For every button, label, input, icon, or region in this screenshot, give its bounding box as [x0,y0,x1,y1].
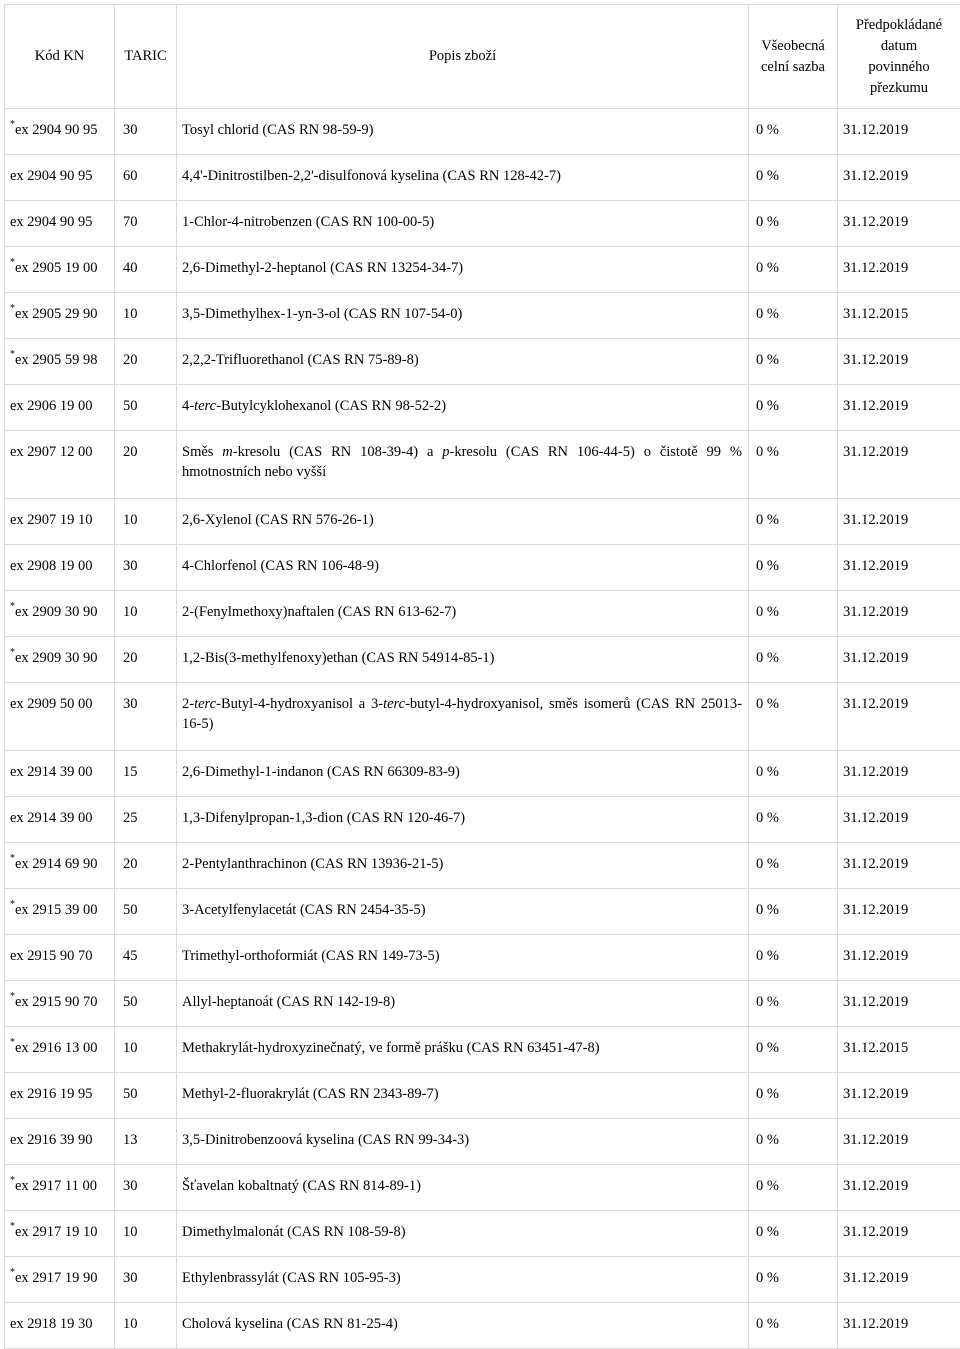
taric-cell: 70 [115,201,177,247]
kn-code: ex 2905 19 00 [15,260,98,276]
kn-code: ex 2905 29 90 [15,306,98,322]
description-cell: 3-Acetylfenylacetát (CAS RN 2454-35-5) [177,889,749,935]
taric-cell: 50 [115,981,177,1027]
description-text: -butyl-4-hydroxyanisol, směs isomerů (CAS RN 25013-16-5) [182,696,742,732]
description-text: -Butylcyklohexanol (CAS RN 98-52-2) [216,398,446,414]
kn-code: ex 2916 13 00 [15,1040,98,1056]
kn-code: ex 2917 11 00 [15,1178,97,1194]
kn-cell [5,981,115,1027]
kn-code: ex 2904 90 95 [10,214,93,230]
description-cell: 2,6-Xylenol (CAS RN 576-26-1) [177,499,749,545]
duty-cell: 0 % [749,545,838,591]
kn-code: ex 2915 90 70 [10,948,93,964]
kn-cell [5,751,115,797]
kn-cell [5,247,115,293]
header-date-line1: Předpokládané [856,17,942,33]
taric-cell: 20 [115,637,177,683]
review-date-cell: 31.12.2019 [838,1165,960,1211]
taric-cell: 10 [115,1027,177,1073]
description-cell: 1-Chlor-4-nitrobenzen (CAS RN 100-00-5) [177,201,749,247]
table-row [5,431,960,499]
duty-cell: 0 % [749,683,838,751]
description-text: Směs [182,444,222,460]
kn-cell [5,431,115,499]
kn-cell [5,1211,115,1257]
footnote-marker: * [10,1267,15,1278]
duty-cell: 0 % [749,155,838,201]
table-row [5,339,960,385]
table-row [5,1211,960,1257]
review-date-cell: 31.12.2019 [838,637,960,683]
kn-cell [5,843,115,889]
table-row [5,109,960,155]
description-cell: 2-Pentylanthrachinon (CAS RN 13936-21-5) [177,843,749,889]
duty-cell: 0 % [749,751,838,797]
kn-code: ex 2918 19 30 [10,1316,93,1332]
description-cell: 2,6-Dimethyl-2-heptanol (CAS RN 13254-34-7) [177,247,749,293]
header-description: Popis zboží [177,5,749,109]
kn-code: ex 2916 19 95 [10,1086,93,1102]
header-duty [749,5,838,109]
description-italic: terc [194,696,216,712]
taric-cell: 15 [115,751,177,797]
table-row [5,935,960,981]
description-italic: p [442,444,449,460]
description-text: 4- [182,398,194,414]
duty-cell: 0 % [749,1027,838,1073]
description-text: -kresolu (CAS RN 106-44-5) o čistotě 99 % hmotnostních nebo vyšší [182,444,742,480]
kn-code: ex 2917 19 10 [15,1224,98,1240]
table-row [5,1073,960,1119]
kn-code: ex 2914 39 00 [10,810,93,826]
duty-cell: 0 % [749,385,838,431]
taric-cell: 10 [115,1303,177,1349]
description-cell: Dimethylmalonát (CAS RN 108-59-8) [177,1211,749,1257]
table-row [5,591,960,637]
duty-cell: 0 % [749,935,838,981]
description-cell: 3,5-Dinitrobenzoová kyselina (CAS RN 99-34-3) [177,1119,749,1165]
description-cell: Methyl-2-fluorakrylát (CAS RN 2343-89-7) [177,1073,749,1119]
description-text: -kresolu (CAS RN 108-39-4) a [233,444,442,460]
review-date-cell: 31.12.2019 [838,155,960,201]
kn-cell [5,591,115,637]
footnote-marker: * [10,257,15,268]
table-row [5,889,960,935]
kn-cell [5,935,115,981]
taric-cell: 10 [115,293,177,339]
kn-cell [5,1073,115,1119]
duty-cell: 0 % [749,591,838,637]
review-date-cell: 31.12.2019 [838,545,960,591]
kn-cell [5,1027,115,1073]
footnote-marker: * [10,119,15,130]
table-row [5,1027,960,1073]
review-date-cell: 31.12.2019 [838,201,960,247]
table-row [5,293,960,339]
footnote-marker: * [10,601,15,612]
duty-cell: 0 % [749,247,838,293]
description-cell: Tosyl chlorid (CAS RN 98-59-9) [177,109,749,155]
taric-cell: 10 [115,591,177,637]
duty-cell: 0 % [749,201,838,247]
kn-code: ex 2914 69 90 [15,856,98,872]
description-cell [177,431,749,499]
kn-cell [5,293,115,339]
taric-cell: 60 [115,155,177,201]
kn-code: ex 2916 39 90 [10,1132,93,1148]
taric-cell: 30 [115,1257,177,1303]
footnote-marker: * [10,1037,15,1048]
description-cell: Methakrylát-hydroxyzinečnatý, ve formě prášku (CAS RN 63451-47-8) [177,1027,749,1073]
footnote-marker: * [10,647,15,658]
kn-cell [5,545,115,591]
description-cell: 2-(Fenylmethoxy)naftalen (CAS RN 613-62-7) [177,591,749,637]
description-cell: Šťavelan kobaltnatý (CAS RN 814-89-1) [177,1165,749,1211]
header-duty-line1: Všeobecná [761,38,825,54]
description-italic: terc [383,696,405,712]
description-cell: Allyl-heptanoát (CAS RN 142-19-8) [177,981,749,1027]
taric-cell: 30 [115,545,177,591]
kn-code: ex 2915 90 70 [15,994,98,1010]
review-date-cell: 31.12.2019 [838,109,960,155]
table-row [5,201,960,247]
review-date-cell: 31.12.2019 [838,751,960,797]
kn-cell [5,155,115,201]
kn-code: ex 2914 39 00 [10,764,93,780]
description-italic: terc [194,398,216,414]
description-cell: 3,5-Dimethylhex-1-yn-3-ol (CAS RN 107-54-0) [177,293,749,339]
taric-cell: 10 [115,1211,177,1257]
review-date-cell: 31.12.2019 [838,889,960,935]
kn-code: ex 2915 39 00 [15,902,98,918]
table-row [5,1119,960,1165]
description-text: -Butyl-4-hydroxyanisol a 3- [216,696,383,712]
table-row [5,1303,960,1349]
header-kn: Kód KN [5,5,115,109]
kn-code: ex 2907 12 00 [10,444,93,460]
kn-cell [5,889,115,935]
table-row [5,637,960,683]
table-row [5,545,960,591]
taric-cell: 50 [115,1073,177,1119]
review-date-cell: 31.12.2019 [838,683,960,751]
kn-cell [5,1257,115,1303]
kn-cell [5,385,115,431]
review-date-cell: 31.12.2019 [838,981,960,1027]
duty-cell: 0 % [749,981,838,1027]
footnote-marker: * [10,1221,15,1232]
table-row [5,683,960,751]
kn-code: ex 2909 30 90 [15,604,98,620]
description-cell [177,683,749,751]
review-date-cell: 31.12.2015 [838,1027,960,1073]
kn-cell [5,683,115,751]
kn-cell [5,1303,115,1349]
description-cell: Ethylenbrassylát (CAS RN 105-95-3) [177,1257,749,1303]
review-date-cell: 31.12.2019 [838,935,960,981]
header-date-line3: povinného [868,59,929,75]
review-date-cell: 31.12.2019 [838,1073,960,1119]
review-date-cell: 31.12.2019 [838,1257,960,1303]
kn-code: ex 2905 59 98 [15,352,98,368]
table-row [5,843,960,889]
review-date-cell: 31.12.2019 [838,1303,960,1349]
review-date-cell: 31.12.2019 [838,591,960,637]
kn-cell [5,109,115,155]
kn-code: ex 2908 19 00 [10,558,93,574]
kn-cell [5,797,115,843]
duty-cell: 0 % [749,339,838,385]
description-cell [177,385,749,431]
taric-cell: 20 [115,431,177,499]
duty-cell: 0 % [749,293,838,339]
kn-cell [5,1165,115,1211]
kn-code: ex 2909 30 90 [15,650,98,666]
review-date-cell: 31.12.2019 [838,339,960,385]
taric-cell: 25 [115,797,177,843]
kn-cell [5,637,115,683]
duty-cell: 0 % [749,1257,838,1303]
description-text: 2- [182,696,194,712]
description-cell: 2,6-Dimethyl-1-indanon (CAS RN 66309-83-9) [177,751,749,797]
table-row [5,797,960,843]
review-date-cell: 31.12.2019 [838,499,960,545]
kn-code: ex 2909 50 00 [10,696,93,712]
taric-cell: 40 [115,247,177,293]
header-date-line4: přezkumu [870,80,928,96]
header-duty-line2: celní sazba [761,59,825,75]
header-review-date [838,5,960,109]
taric-cell: 10 [115,499,177,545]
review-date-cell: 31.12.2019 [838,1119,960,1165]
duty-cell: 0 % [749,1119,838,1165]
duty-cell: 0 % [749,499,838,545]
table-row [5,1165,960,1211]
header-taric: TARIC [115,5,177,109]
footnote-marker: * [10,1175,15,1186]
table-header-row [5,5,960,109]
description-cell: 4-Chlorfenol (CAS RN 106-48-9) [177,545,749,591]
footnote-marker: * [10,303,15,314]
taric-cell: 13 [115,1119,177,1165]
duty-cell: 0 % [749,1211,838,1257]
kn-cell [5,339,115,385]
kn-code: ex 2907 19 10 [10,512,93,528]
description-cell: 2,2,2-Trifluorethanol (CAS RN 75-89-8) [177,339,749,385]
duty-cell: 0 % [749,797,838,843]
kn-cell [5,499,115,545]
description-cell: 1,3-Difenylpropan-1,3-dion (CAS RN 120-46-7) [177,797,749,843]
footnote-marker: * [10,349,15,360]
review-date-cell: 31.12.2019 [838,1211,960,1257]
taric-cell: 20 [115,843,177,889]
description-cell: Cholová kyselina (CAS RN 81-25-4) [177,1303,749,1349]
footnote-marker: * [10,899,15,910]
kn-cell [5,201,115,247]
kn-code: ex 2917 19 90 [15,1270,98,1286]
header-date-line2: datum [881,38,917,54]
description-cell: 4,4'-Dinitrostilben-2,2'-disulfonová kyselina (CAS RN 128-42-7) [177,155,749,201]
duty-cell: 0 % [749,431,838,499]
tariff-table [4,4,960,1349]
table-row [5,155,960,201]
taric-cell: 50 [115,385,177,431]
review-date-cell: 31.12.2019 [838,797,960,843]
duty-cell: 0 % [749,1165,838,1211]
table-row [5,385,960,431]
kn-code: ex 2904 90 95 [10,168,93,184]
kn-cell [5,1119,115,1165]
table-row [5,751,960,797]
taric-cell: 20 [115,339,177,385]
taric-cell: 30 [115,683,177,751]
review-date-cell: 31.12.2019 [838,247,960,293]
description-italic: m [222,444,232,460]
table-row [5,499,960,545]
table-row [5,247,960,293]
duty-cell: 0 % [749,109,838,155]
kn-code: ex 2906 19 00 [10,398,93,414]
duty-cell: 0 % [749,1303,838,1349]
duty-cell: 0 % [749,637,838,683]
taric-cell: 50 [115,889,177,935]
description-cell: Trimethyl-orthoformiát (CAS RN 149-73-5) [177,935,749,981]
review-date-cell: 31.12.2019 [838,431,960,499]
table-row [5,981,960,1027]
footnote-marker: * [10,991,15,1002]
duty-cell: 0 % [749,843,838,889]
footnote-marker: * [10,853,15,864]
taric-cell: 45 [115,935,177,981]
taric-cell: 30 [115,109,177,155]
duty-cell: 0 % [749,889,838,935]
review-date-cell: 31.12.2019 [838,843,960,889]
review-date-cell: 31.12.2019 [838,385,960,431]
kn-code: ex 2904 90 95 [15,122,98,138]
review-date-cell: 31.12.2015 [838,293,960,339]
table-row [5,1257,960,1303]
duty-cell: 0 % [749,1073,838,1119]
taric-cell: 30 [115,1165,177,1211]
description-cell: 1,2-Bis(3-methylfenoxy)ethan (CAS RN 54914-85-1) [177,637,749,683]
